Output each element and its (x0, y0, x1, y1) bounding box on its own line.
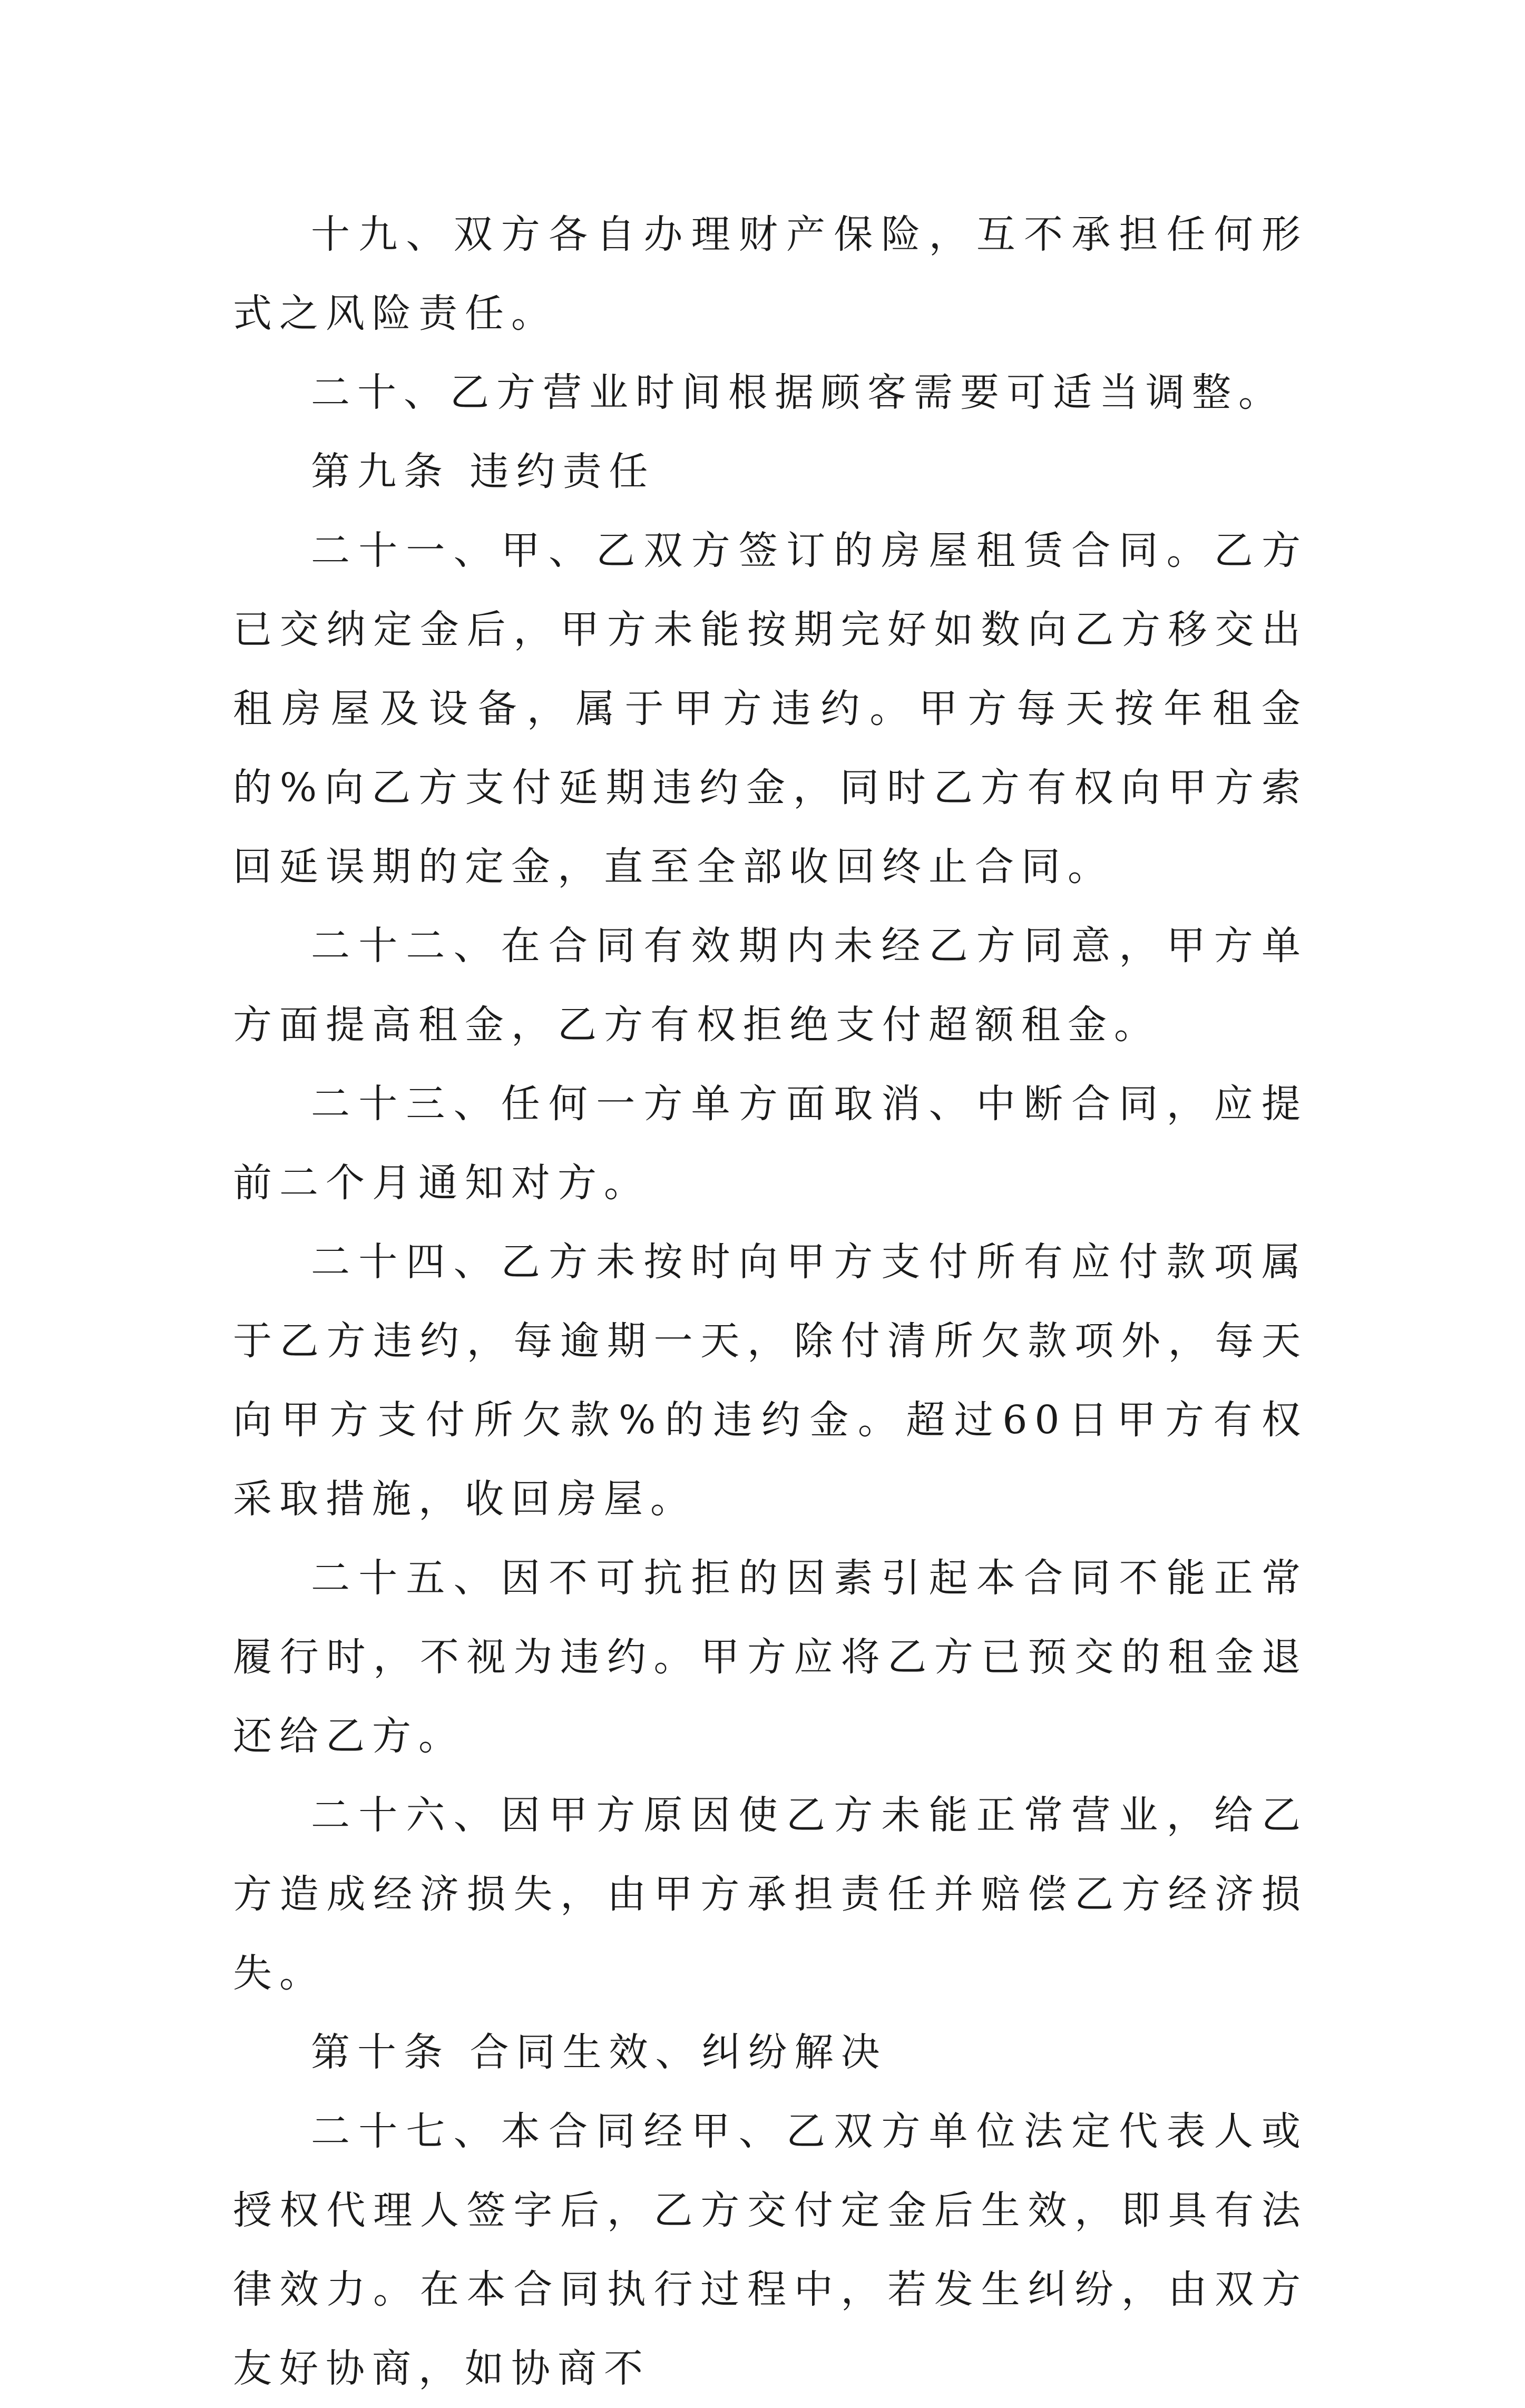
article-10-heading: 第十条 合同生效、纠纷解决 (311, 2030, 887, 2075)
clause-23: 二十三、任何一方单方面取消、中断合同，应提前二个月通知对方。 (233, 1081, 1308, 1206)
article-9-heading: 第九条 违约责任 (311, 449, 656, 494)
clause-24: 二十四、乙方未按时向甲方支付所有应付款项属于乙方违约，每逾期一天，除付清所欠款项外，每天向甲方支付所欠款%的违约金。超过60日甲方有权采取措施，收回房屋。 (233, 1239, 1308, 1522)
clause-27: 二十七、本合同经甲、乙双方单位法定代表人或授权代理人签字后，乙方交付定金后生效，即具有法律效力。在本合同执行过程中，若发生纠纷，由双方友好协商，如协商不 (233, 2109, 1308, 2391)
document-body (233, 195, 1308, 2408)
clause-25: 二十五、因不可抗拒的因素引起本合同不能正常履行时，不视为违约。甲方应将乙方已预交的租金退还给乙方。 (233, 1555, 1308, 1759)
clause-21: 二十一、甲、乙双方签订的房屋租赁合同。乙方已交纳定金后，甲方未能按期完好如数向乙方移交出租房屋及设备，属于甲方违约。甲方每天按年租金的%向乙方支付延期违约金，同时乙方有权向甲方索回延误期的定金，直至全部收回终止合同。 (233, 528, 1308, 889)
clause-19: 十九、双方各自办理财产保险，互不承担任何形式之风险责任。 (233, 212, 1308, 336)
clause-22: 二十二、在合同有效期内未经乙方同意，甲方单方面提高租金，乙方有权拒绝支付超额租金。 (233, 923, 1308, 1048)
clause-26: 二十六、因甲方原因使乙方未能正常营业，给乙方造成经济损失，由甲方承担责任并赔偿乙方经济损失。 (233, 1793, 1308, 1996)
clause-20: 二十、乙方营业时间根据顾客需要可适当调整。 (311, 370, 1285, 415)
